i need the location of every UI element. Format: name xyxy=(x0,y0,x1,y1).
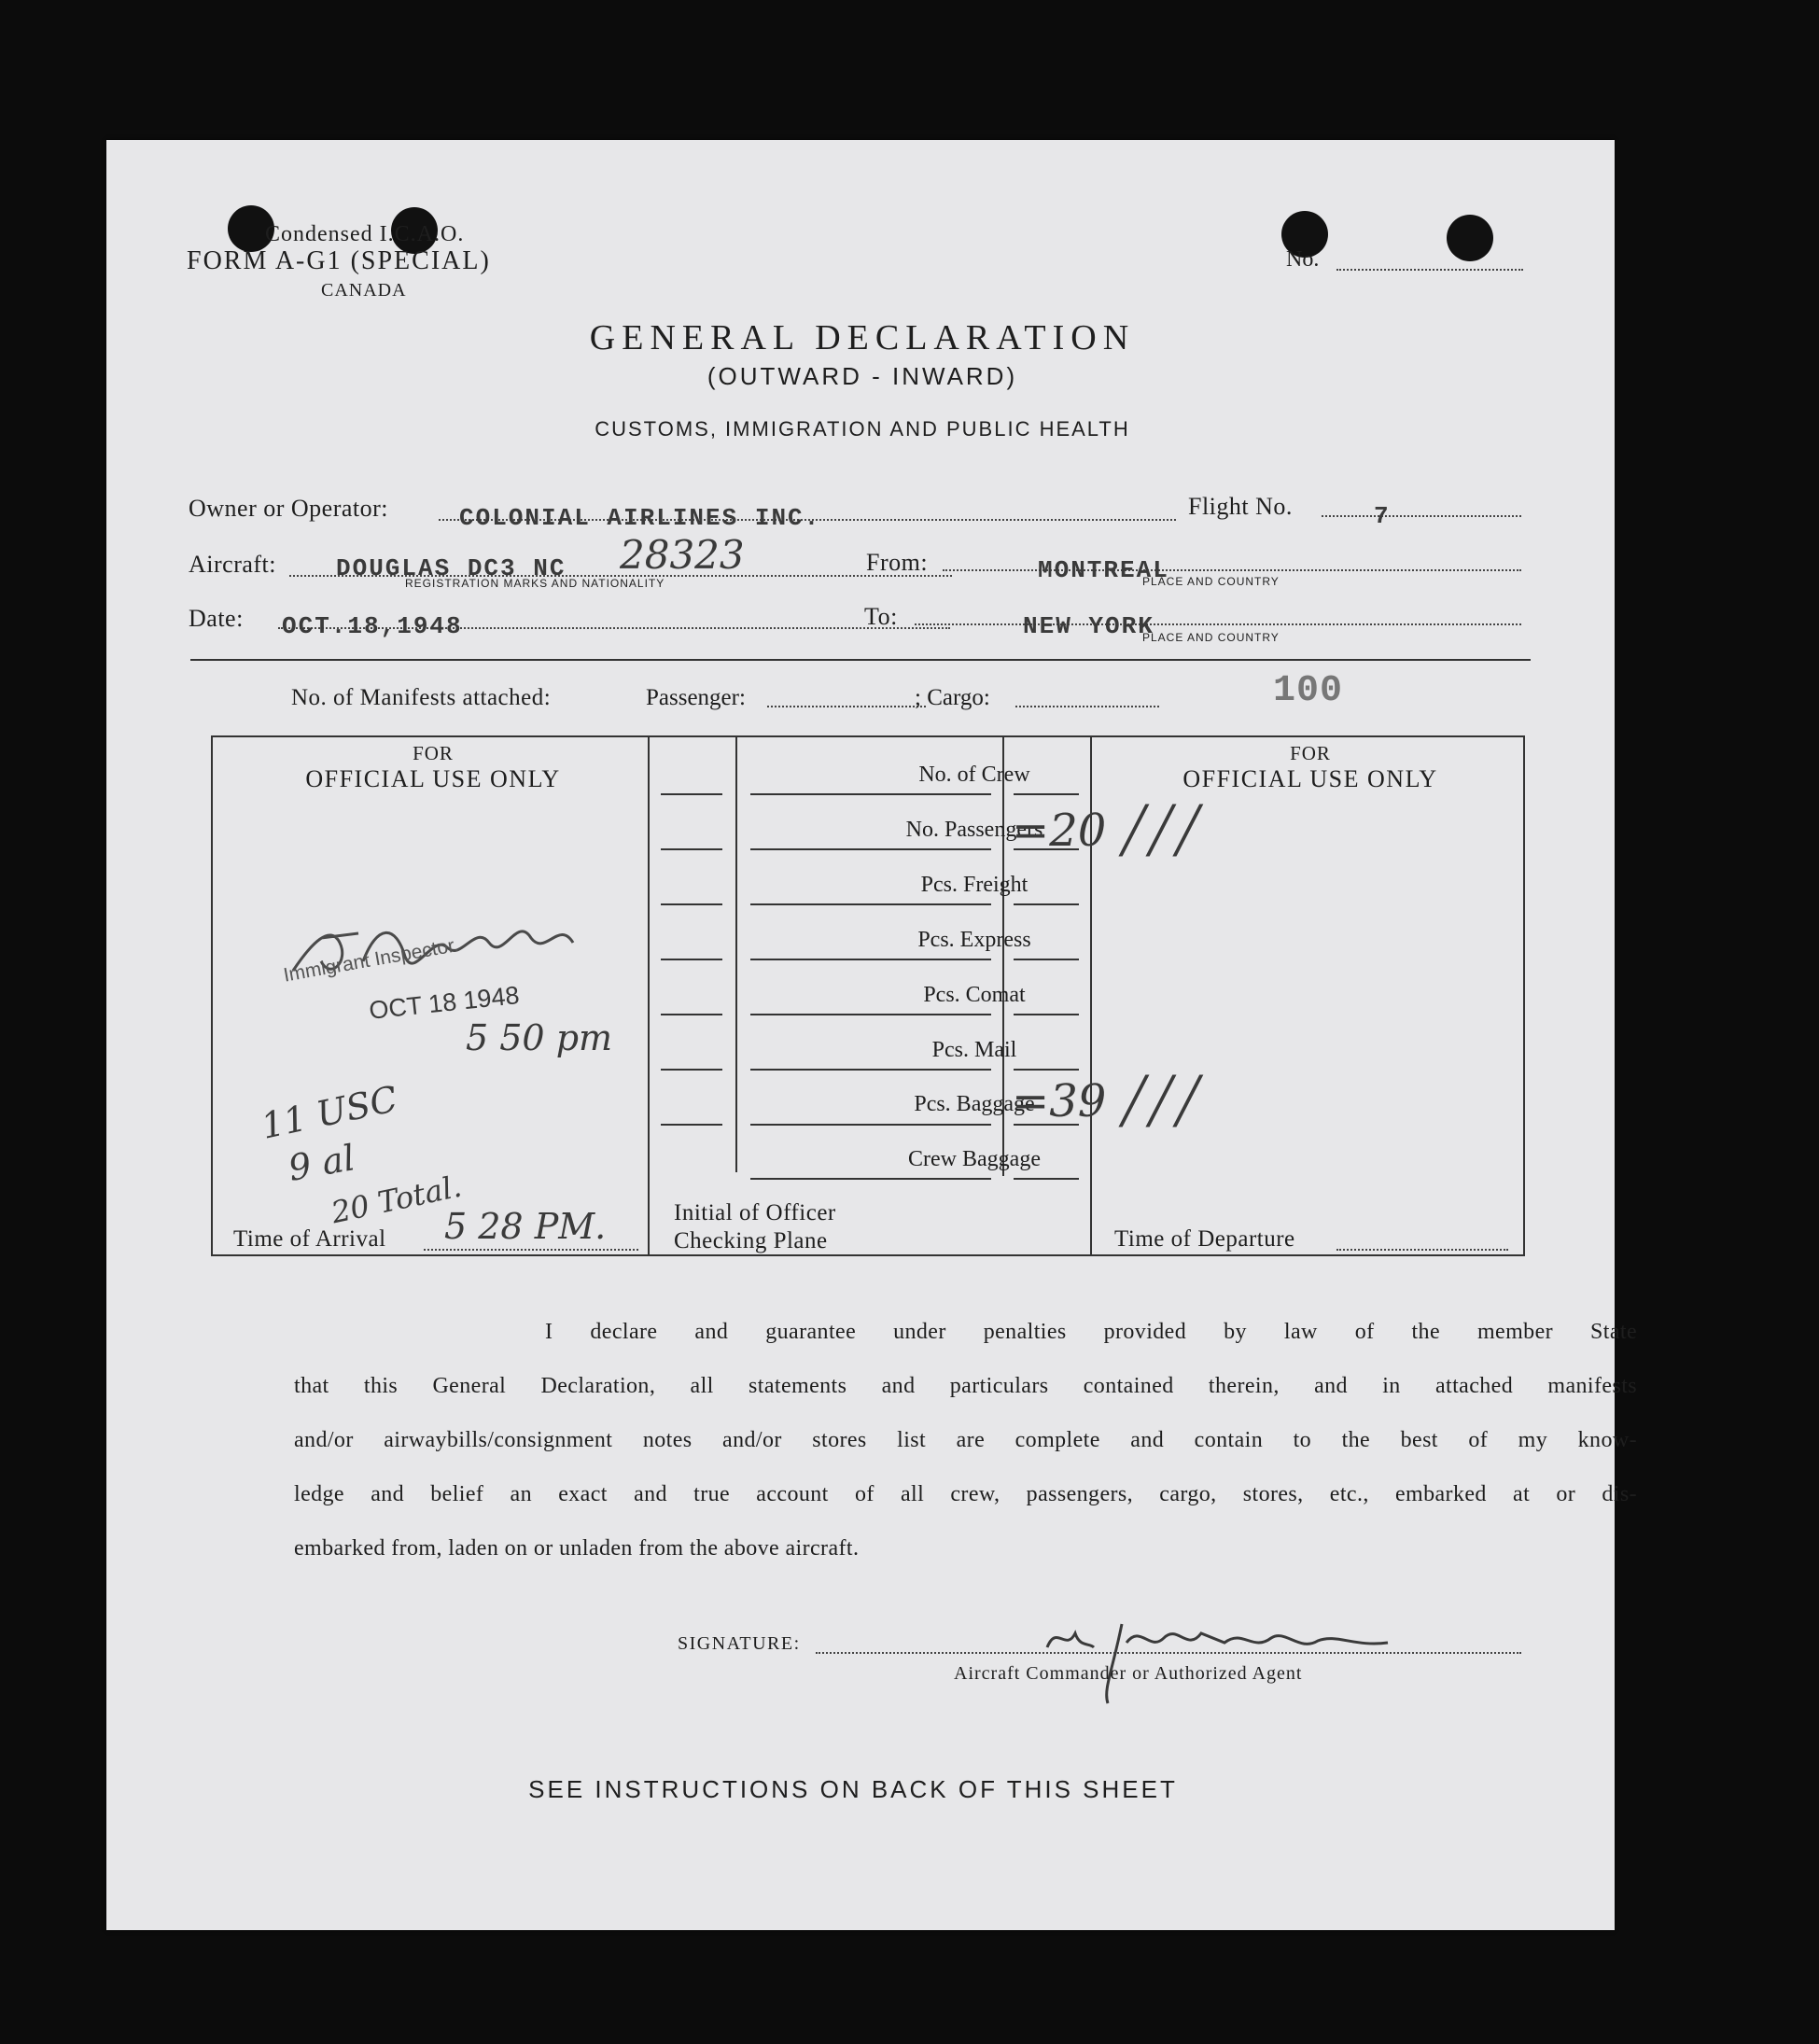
from-label: From: xyxy=(866,549,929,576)
signature-label: SIGNATURE: xyxy=(678,1633,801,1654)
number-field xyxy=(1336,269,1523,271)
date-value: OCT.18,1948 xyxy=(282,612,463,640)
official-right-for: FOR xyxy=(1290,742,1331,764)
icao-line: Condensed I.C.A.O. xyxy=(265,222,465,246)
row-label-express: Pcs. Express xyxy=(917,928,1031,952)
owner-label: Owner or Operator: xyxy=(189,495,389,522)
row-label-baggage: Pcs. Baggage xyxy=(914,1092,1035,1116)
row-label-passengers: No. Passengers xyxy=(905,818,1043,842)
handwritten-note: 20 Total. xyxy=(328,1168,465,1231)
initial-officer-line1: Initial of Officer xyxy=(674,1200,836,1225)
declaration-line: and/or airwaybills/consignment notes and/or stores list are complete and contain to the best of my know- xyxy=(294,1428,1637,1452)
form-authority-line: CUSTOMS, IMMIGRATION AND PUBLIC HEALTH xyxy=(595,417,1130,441)
country-label: CANADA xyxy=(321,280,407,301)
official-right-title: OFFICIAL USE ONLY xyxy=(1182,765,1438,792)
declaration-line: that this General Declaration, all statements and particulars contained therein, and in attached manifests xyxy=(294,1374,1637,1398)
flight-label: Flight No. xyxy=(1188,493,1293,520)
cargo-manifest-field xyxy=(1015,706,1159,707)
baggage-handwritten-count: =39 ╱╱╱ xyxy=(1012,1075,1202,1127)
from-field-line xyxy=(943,569,1521,571)
flight-field-line xyxy=(1322,515,1521,517)
to-field-line xyxy=(915,623,1521,625)
declaration-line: embarked from, laden on or unladen from the above aircraft. xyxy=(294,1536,860,1561)
manifests-label: No. of Manifests attached: xyxy=(291,685,552,710)
flight-value: 7 xyxy=(1374,502,1391,530)
handwritten-note: 11 USC xyxy=(258,1078,401,1147)
row-label-mail: Pcs. Mail xyxy=(931,1038,1017,1062)
handwritten-time: 5 50 pm xyxy=(466,1017,613,1058)
aircraft-registration-handwritten: 28323 xyxy=(620,532,745,578)
form-title: GENERAL DECLARATION xyxy=(589,318,1136,357)
row-label-crew-baggage: Crew Baggage xyxy=(908,1147,1041,1171)
divider-line xyxy=(190,659,1531,661)
to-value: NEW YORK xyxy=(1023,612,1154,640)
row-label-freight: Pcs. Freight xyxy=(920,873,1028,897)
to-label: To: xyxy=(864,603,898,630)
passenger-manifest-field xyxy=(767,706,926,707)
form-number: FORM A-G1 (SPECIAL) xyxy=(187,246,491,275)
declaration-line: I declare and guarantee under penalties provided by law of the member State xyxy=(545,1320,1637,1344)
from-caption: PLACE AND COUNTRY xyxy=(1142,575,1280,588)
arrival-field-line xyxy=(424,1249,638,1251)
departure-label: Time of Departure xyxy=(1114,1226,1295,1252)
footer-instructions: SEE INSTRUCTIONS ON BACK OF THIS SHEET xyxy=(528,1775,1178,1803)
stamped-number: 100 xyxy=(1273,670,1344,712)
official-left-title: OFFICIAL USE ONLY xyxy=(305,765,561,792)
form-subtitle: (OUTWARD - INWARD) xyxy=(707,362,1018,390)
declaration-form-sheet xyxy=(106,140,1637,1930)
aircraft-caption: REGISTRATION MARKS AND NATIONALITY xyxy=(405,577,665,590)
arrival-label: Time of Arrival xyxy=(233,1226,386,1252)
official-left-for: FOR xyxy=(413,742,454,764)
arrival-time-handwritten: 5 28 PM. xyxy=(444,1206,607,1247)
declaration-line: ledge and belief an exact and true account of all crew, passengers, cargo, stores, etc., embarked at or dis- xyxy=(294,1482,1637,1506)
table-divider xyxy=(735,737,737,1172)
commander-signature xyxy=(1038,1615,1392,1708)
initial-officer-line2: Checking Plane xyxy=(674,1228,828,1253)
to-caption: PLACE AND COUNTRY xyxy=(1142,631,1280,644)
departure-field-line xyxy=(1336,1249,1508,1251)
passengers-handwritten-count: =20 ╱╱╱ xyxy=(1012,805,1202,857)
stamp-date: OCT 18 1948 xyxy=(368,981,521,1025)
passenger-manifest-label: Passenger: xyxy=(646,685,746,710)
signature-caption: Aircraft Commander or Authorized Agent xyxy=(954,1663,1303,1684)
aircraft-label: Aircraft: xyxy=(189,551,277,578)
punch-hole xyxy=(1447,215,1493,261)
number-label: No. xyxy=(1286,247,1320,272)
aircraft-value: DOUGLAS DC3 NC xyxy=(336,554,567,582)
cargo-manifest-label: ; Cargo: xyxy=(915,685,990,710)
table-divider xyxy=(648,735,650,1254)
handwritten-note: 9 al xyxy=(285,1137,358,1189)
stamp-inspector-role: Immigrant Inspector. xyxy=(282,933,461,987)
row-label-comat: Pcs. Comat xyxy=(923,983,1026,1007)
row-label-crew: No. of Crew xyxy=(918,763,1030,787)
from-value: MONTREAL xyxy=(1038,556,1169,584)
owner-value: COLONIAL AIRLINES INC. xyxy=(459,504,821,532)
date-label: Date: xyxy=(189,605,244,632)
